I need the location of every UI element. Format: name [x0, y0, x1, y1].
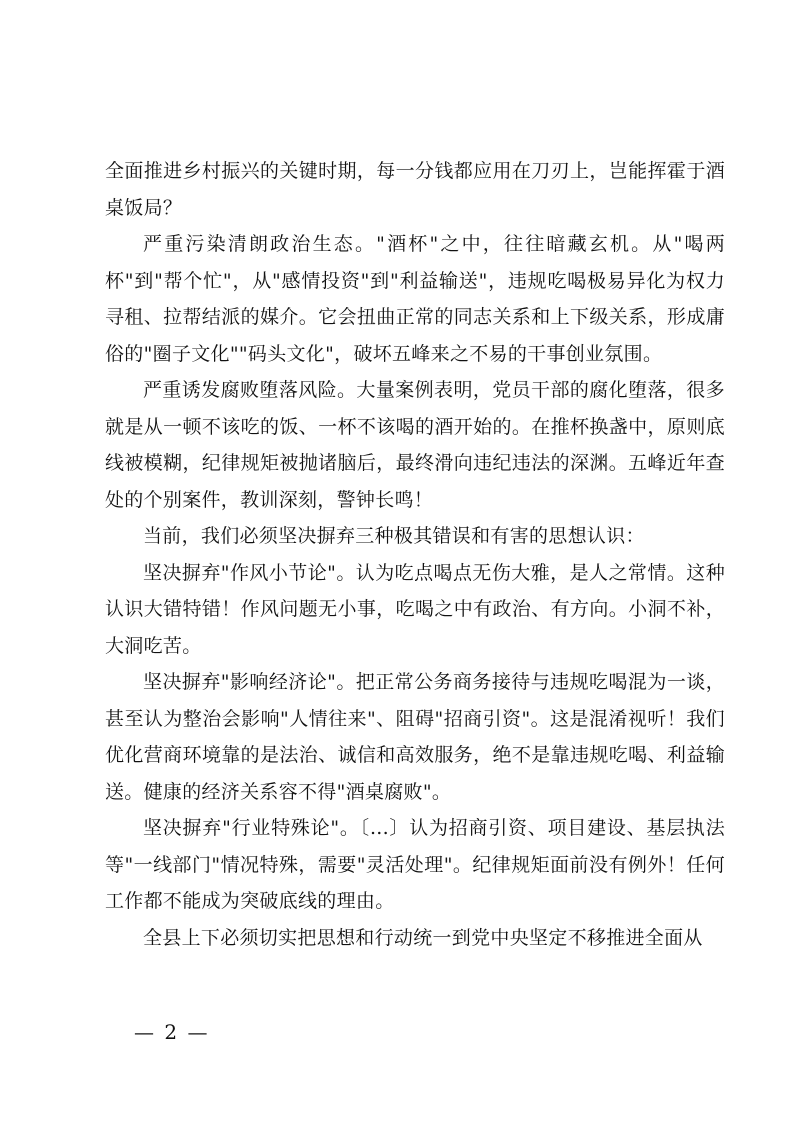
paragraph-4: 当前，我们必须坚决摒弃三种极其错误和有害的思想认识：: [143, 525, 645, 547]
paragraph-1: 全面推进乡村振兴的关键时期，每一分钱都应用在刀刃上，岂能挥霍于酒桌饭局？: [105, 160, 725, 219]
paragraph-2: 严重污染清朗政治生态。"酒杯"之中，往往暗藏玄机。从"喝两杯"到"帮个忙"，从"感情投资"到"利益输送"，违规吃喝极易异化为权力寻租、拉帮结派的媒介。它会扭曲正常的同志关系和上下级关系，形成庸俗的"圈子文化""码头文化"，破坏五峰来之不易的干事创业氛围。: [105, 233, 725, 365]
paragraph-8: 全县上下必须切实把思想和行动统一到党中央坚定不移推进全面从: [143, 926, 703, 949]
paragraph-7: 坚决摒弃"行业特殊论"。〔...〕认为招商引资、项目建设、基层执法等"一线部门"情况特殊，需要"灵活处理"。纪律规矩面前没有例外！任何工作都不能成为突破底线的理由。: [105, 817, 725, 912]
paragraph-3: 严重诱发腐败堕落风险。大量案例表明，党员干部的腐化堕落，很多就是从一顿不该吃的饭、一杯不该喝的酒开始的。在推杯换盏中，原则底线被模糊，纪律规矩被抛诸脑后，最终滑向违纪违法的深渊。五峰近年查处的个别案件，教训深刻，警钟长鸣！: [105, 379, 725, 511]
paragraph-6: 坚决摒弃"影响经济论"。把正常公务商务接待与违规吃喝混为一谈，甚至认为整治会影响"人情往来"、阻碍"招商引资"。这是混淆视听！我们优化营商环境靠的是法治、诚信和高效服务，绝不是靠违规吃喝、利益输送。健康的经济关系容不得"酒桌腐败"。: [105, 671, 725, 803]
paragraph-5: 坚决摒弃"作风小节论"。认为吃点喝点无伤大雅，是人之常情。这种认识大错特错！作风问题无小事，吃喝之中有政治、有方向。小洞不补，大洞吃苦。: [105, 561, 725, 657]
page-number: — 2 —: [134, 1020, 210, 1044]
body-text: [105, 153, 725, 956]
